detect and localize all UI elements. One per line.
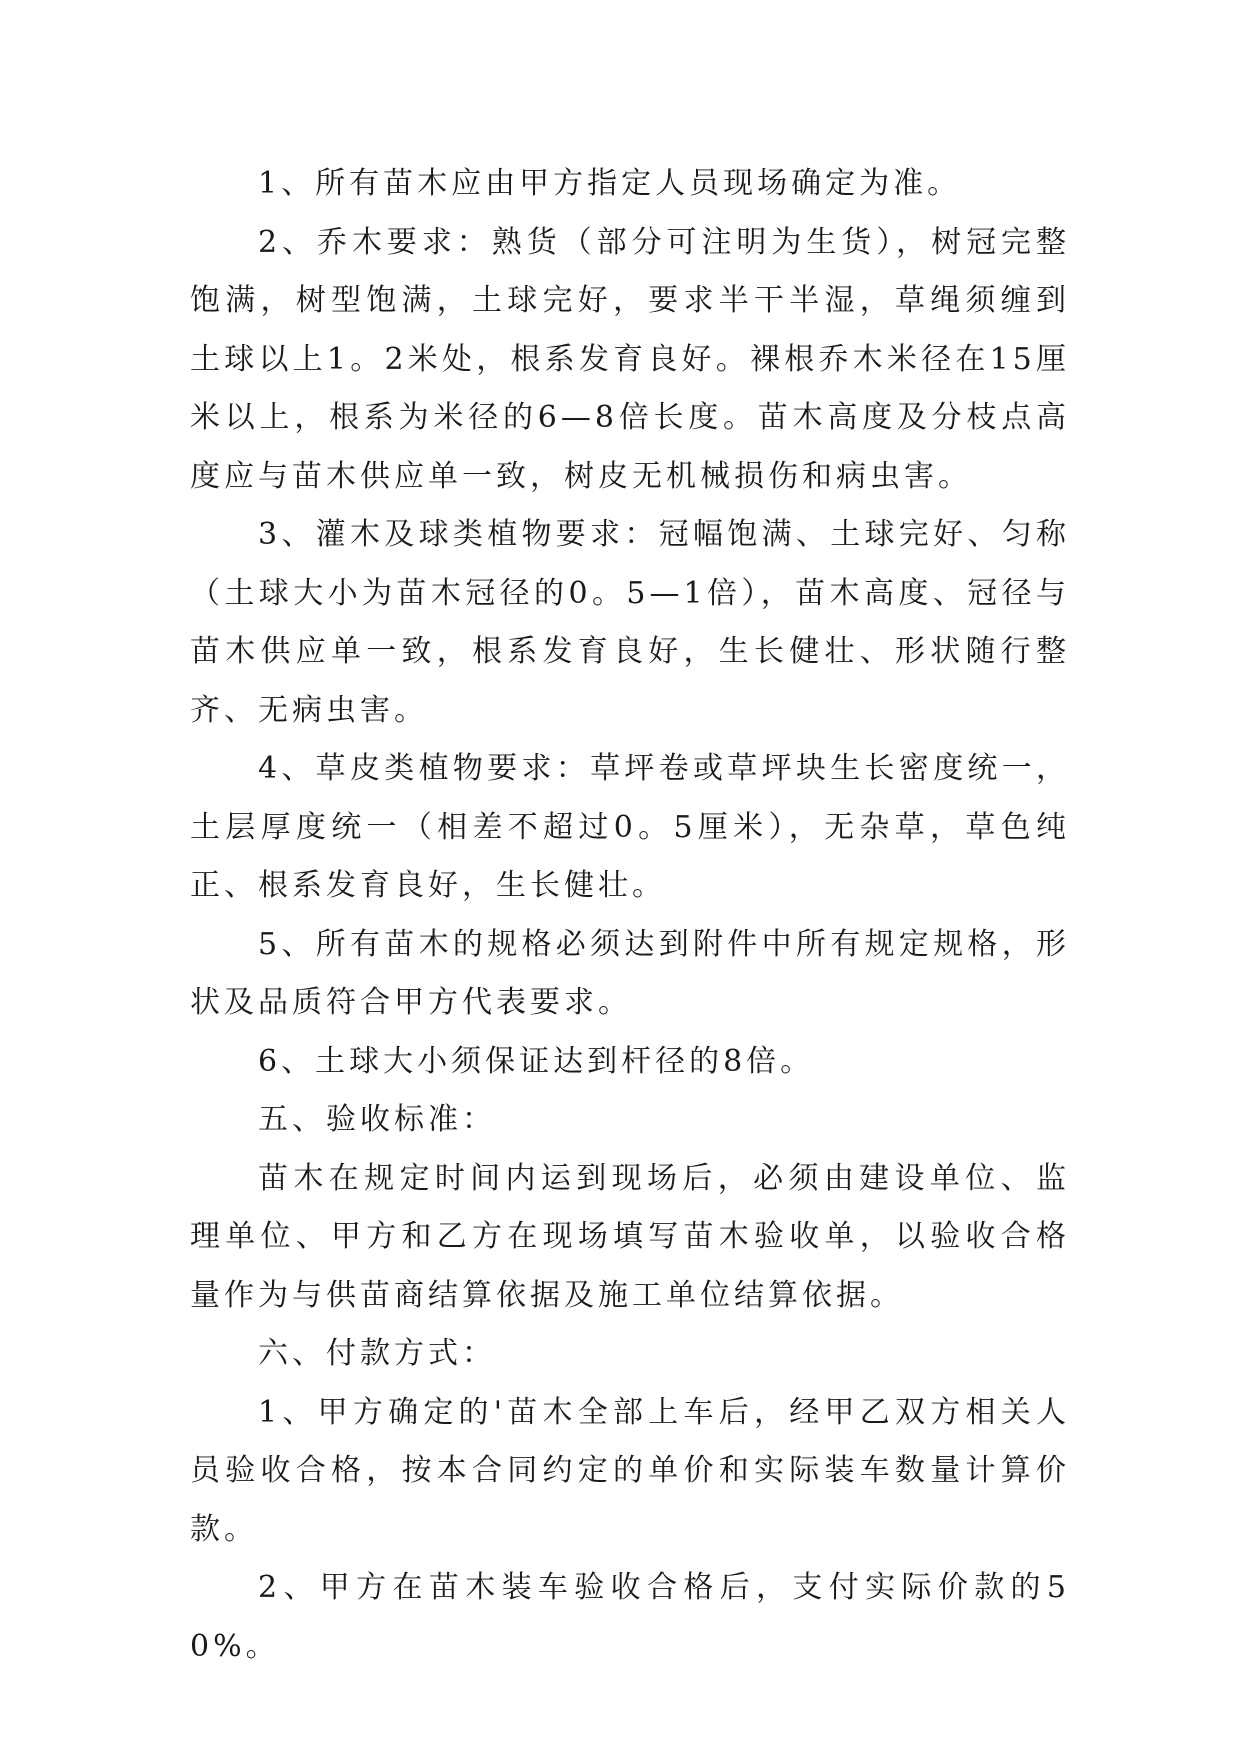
document-body	[190, 155, 1070, 1676]
paragraph-acceptance: 苗木在规定时间内运到现场后，必须由建设单位、监理单位、甲方和乙方在现场填写苗木验收单，以验收合格量作为与供苗商结算依据及施工单位结算依据。	[190, 1160, 1070, 1313]
paragraph-1: 1、所有苗木应由甲方指定人员现场确定为准。	[258, 166, 962, 201]
paragraph-6: 6、土球大小须保证达到杆径的8倍。	[258, 1043, 815, 1079]
paragraph-5: 5、所有苗木的规格必须达到附件中所有规定规格，形状及品质符合甲方代表要求。	[190, 926, 1070, 1020]
paragraph-3: 3、灌木及球类植物要求：冠幅饱满、土球完好、匀称（土球大小为苗木冠径的0。5—1倍），苗木高度、冠径与苗木供应单一致，根系发育良好，生长健壮、形状随行整齐、无病虫害。	[190, 517, 1070, 728]
section-heading-acceptance: 五、验收标准：	[258, 1102, 496, 1137]
section-heading-payment: 六、付款方式：	[258, 1336, 496, 1371]
paragraph-2: 2、乔木要求：熟货（部分可注明为生货），树冠完整饱满，树型饱满，土球完好，要求半干半湿，草绳须缠到土球以上1。2米处，根系发育良好。裸根乔木米径在15厘米以上，根系为米径的6—8倍长度。苗木高度及分枝点高度应与苗木供应单一致，树皮无机械损伤和病虫害。	[190, 224, 1070, 494]
paragraph-4: 4、草皮类植物要求：草坪卷或草坪块生长密度统一，土层厚度统一（相差不超过0。5厘米），无杂草，草色纯正、根系发育良好，生长健壮。	[190, 751, 1070, 903]
paragraph-payment-2: 2、甲方在苗木装车验收合格后，支付实际价款的50%。	[190, 1570, 1070, 1664]
paragraph-payment-1: 1、甲方确定的'苗木全部上车后，经甲乙双方相关人员验收合格，按本合同约定的单价和实际装车数量计算价款。	[190, 1394, 1070, 1547]
